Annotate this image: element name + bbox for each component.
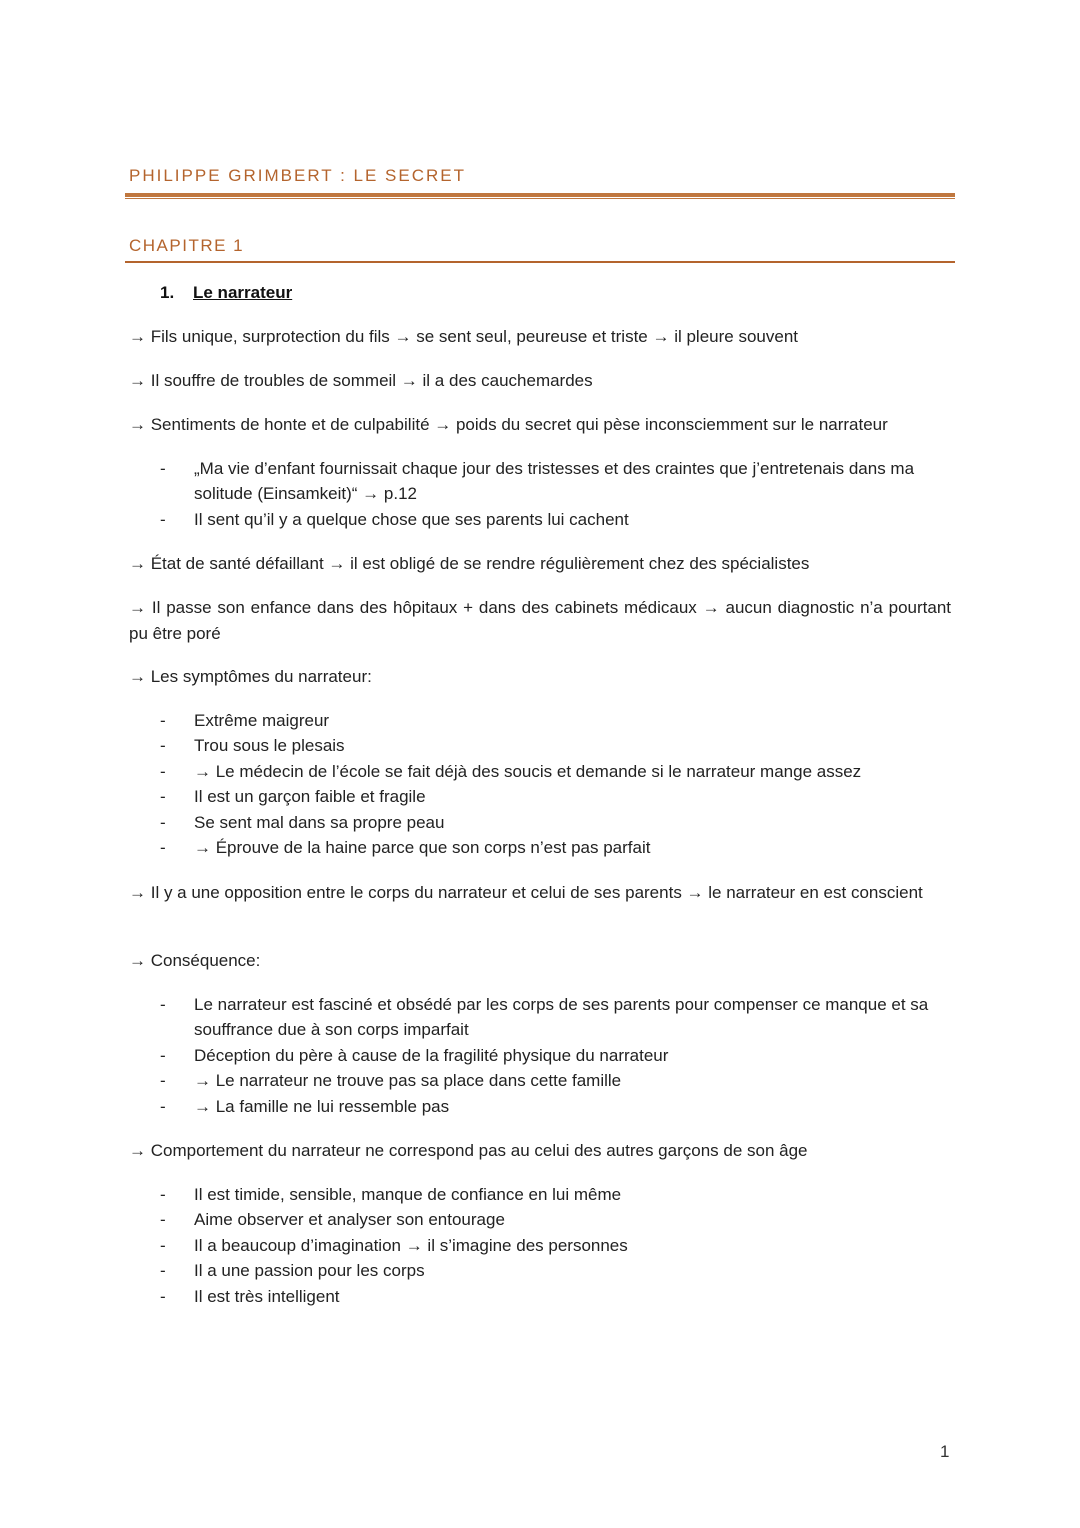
list-item: - Il est très intelligent: [160, 1286, 340, 1306]
list-item: - → Éprouve de la haine parce que son corps n’est pas parfait: [160, 838, 651, 858]
list-item: - → La famille ne lui ressemble pas: [160, 1096, 450, 1116]
list-item: - Le narrateur est fasciné et obsédé par les corps de ses parents pour compenser ce manque et sa souffrance due à son corps imparfait: [160, 995, 929, 1040]
paragraph-only-son: → Fils unique, surprotection du fils → se sent seul, peureuse et triste → il pleure souvent: [129, 327, 798, 346]
list-item: - Extrême maigreur: [160, 711, 330, 730]
section-title: Le narrateur: [193, 283, 293, 302]
paragraph-opposition: → Il y a une opposition entre le corps du narrateur et celui de ses parents → le narrateur en est conscient: [129, 883, 923, 902]
list-item: - „Ma vie d’enfant fournissait chaque jour des tristesses et des craintes que j’entretenais dans ma solitude (Einsamkeit)“ → p.12: [160, 459, 915, 504]
section-heading: [160, 283, 292, 303]
list-behavior: [160, 1182, 951, 1309]
title-rule-thick: [125, 193, 955, 197]
paragraph-consequence: → Conséquence:: [129, 951, 261, 970]
list-item: - Déception du père à cause de la fragilité physique du narrateur: [160, 1045, 669, 1065]
paragraph-hospitals: → Il passe son enfance dans des hôpitaux + dans des cabinets médicaux → aucun diagnostic n’a pourtant pu être poré: [129, 598, 951, 643]
chapter-rule: [125, 261, 955, 263]
list-consequences: [160, 992, 951, 1119]
chapter-heading: CHAPITRE 1: [129, 236, 245, 255]
section-number: 1.: [160, 283, 175, 302]
list-item: - Se sent mal dans sa propre peau: [160, 812, 445, 832]
paragraph-sleep: → Il souffre de troubles de sommeil → il a des cauchemardes: [129, 371, 593, 390]
paragraph-behavior: → Comportement du narrateur ne correspond pas au celui des autres garçons de son âge: [129, 1141, 808, 1160]
list-item: - → Le médecin de l’école se fait déjà des soucis et demande si le narrateur mange assez: [160, 761, 862, 781]
paragraph-symptoms: → Les symptômes du narrateur:: [129, 667, 372, 686]
list-item: - Aime observer et analyser son entourage: [160, 1210, 505, 1230]
list-item: - Il sent qu’il y a quelque chose que ses parents lui cachent: [160, 509, 629, 529]
title-rule-thin: [125, 198, 955, 199]
list-item: - Il est un garçon faible et fragile: [160, 787, 426, 807]
list-symptoms: [160, 708, 951, 860]
list-shame: [160, 456, 951, 532]
list-item: - Trou sous le plesais: [160, 736, 345, 756]
list-item: - Il a beaucoup d’imagination → il s’imagine des personnes: [160, 1235, 628, 1255]
list-item: - Il a une passion pour les corps: [160, 1261, 425, 1281]
document-title: PHILIPPE GRIMBERT : LE SECRET: [129, 166, 467, 185]
list-item: - Il est timide, sensible, manque de confiance en lui même: [160, 1185, 622, 1204]
paragraph-health: → État de santé défaillant → il est obligé de se rendre régulièrement chez des spécialistes: [129, 554, 810, 573]
page-number: 1: [940, 1442, 950, 1461]
list-item: - → Le narrateur ne trouve pas sa place dans cette famille: [160, 1071, 622, 1091]
paragraph-shame: → Sentiments de honte et de culpabilité → poids du secret qui pèse inconsciemment sur le narrateur: [129, 415, 888, 434]
